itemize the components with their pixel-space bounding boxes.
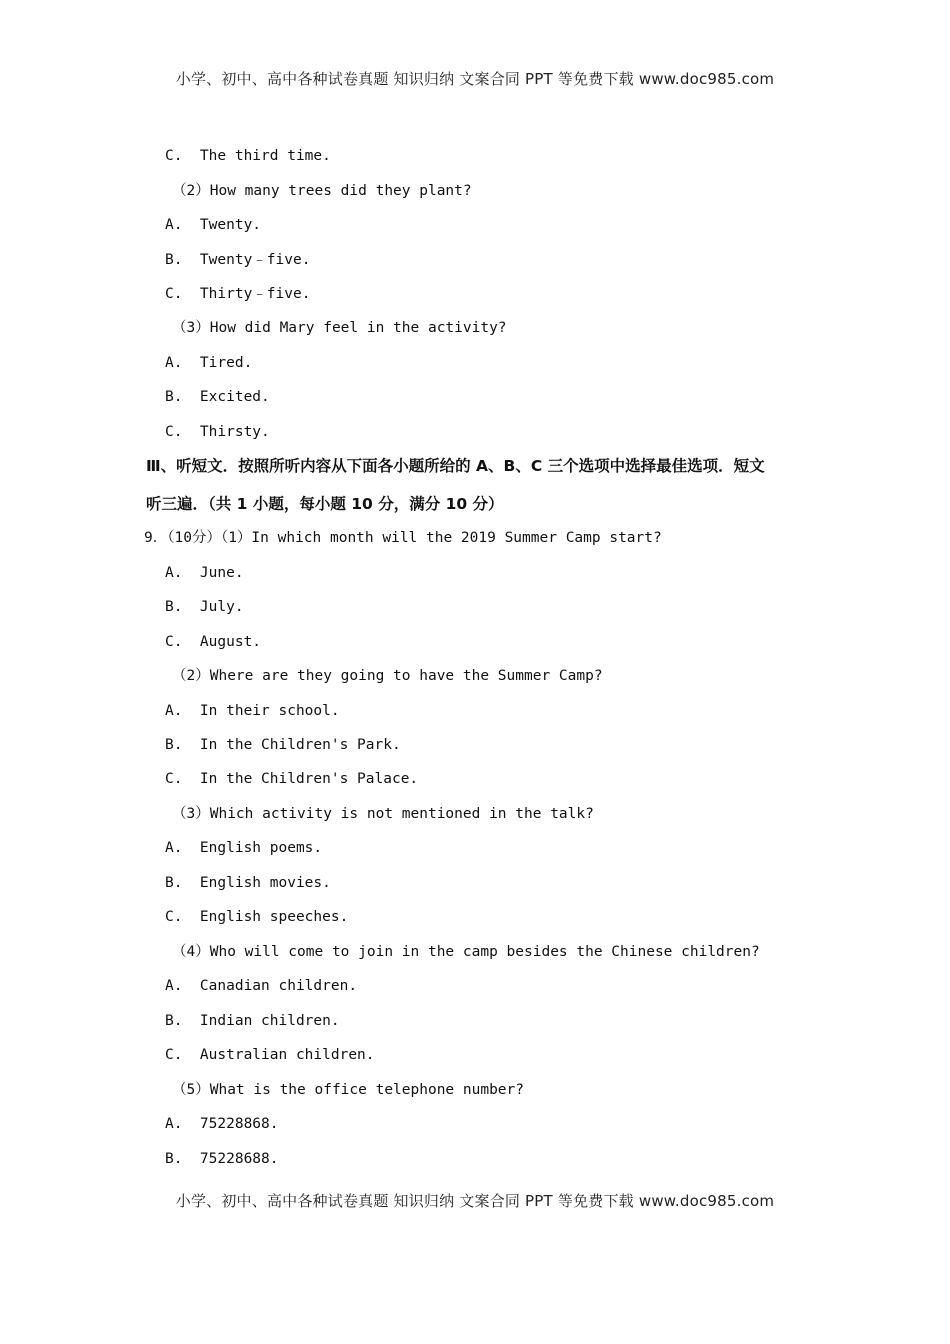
q9-p1-option-b: B. July. [165,599,244,615]
q9-p2-option-b: B. In the Children's Park. [165,737,401,753]
q9-p5-option-b: B. 75228688. [165,1151,279,1167]
q9-p3-option-c: C. English speeches. [165,909,349,925]
q9-p4-question: （4）Who will come to join in the camp besides the Chinese children? [172,944,760,960]
q9-p4-option-a: A. Canadian children. [165,978,358,994]
q9-p2-question: （2）Where are they going to have the Summer Camp? [172,668,603,684]
section-heading-line2: 听三遍．（共 1 小题，每小题 10 分，满分 10 分） [146,495,504,513]
prev-q2-option-a: A. Twenty. [165,217,262,233]
q9-intro: 9．（10分）（1）In which month will the 2019 Summer Camp start? [144,530,662,546]
prev-q2-question: （2）How many trees did they plant? [172,183,472,199]
prev-q3-option-b: B. Excited. [165,389,270,405]
prev-q3-option-a: A. Tired. [165,355,253,371]
prev-q1-option-c: C. The third time. [165,148,331,164]
q9-p5-question: （5）What is the office telephone number? [172,1082,525,1098]
q9-p3-question: （3）Which activity is not mentioned in the talk? [172,806,594,822]
q9-p5-option-a: A. 75228868. [165,1116,279,1132]
section-heading-line1: Ⅲ、听短文．按照所听内容从下面各小题所给的 A、B、C 三个选项中选择最佳选项．短文 [146,457,765,475]
q9-p3-option-b: B. English movies. [165,875,331,891]
footer-banner: 小学、初中、高中各种试卷真题 知识归纳 文案合同 PPT 等免费下载 www.doc985.com [175,1192,775,1210]
prev-q2-option-c: C. Thirty﹣five. [165,286,311,302]
prev-q3-question: （3）How did Mary feel in the activity? [172,320,507,336]
prev-q2-option-b: B. Twenty﹣five. [165,252,311,268]
q9-p4-option-c: C. Australian children. [165,1047,375,1063]
q9-p2-option-c: C. In the Children's Palace. [165,771,419,787]
q9-p1-option-c: C. August. [165,634,262,650]
q9-p1-option-a: A. June. [165,565,244,581]
q9-p3-option-a: A. English poems. [165,840,323,856]
prev-q3-option-c: C. Thirsty. [165,424,270,440]
q9-p2-option-a: A. In their school. [165,703,340,719]
q9-p4-option-b: B. Indian children. [165,1013,340,1029]
header-banner: 小学、初中、高中各种试卷真题 知识归纳 文案合同 PPT 等免费下载 www.doc985.com [175,70,775,88]
